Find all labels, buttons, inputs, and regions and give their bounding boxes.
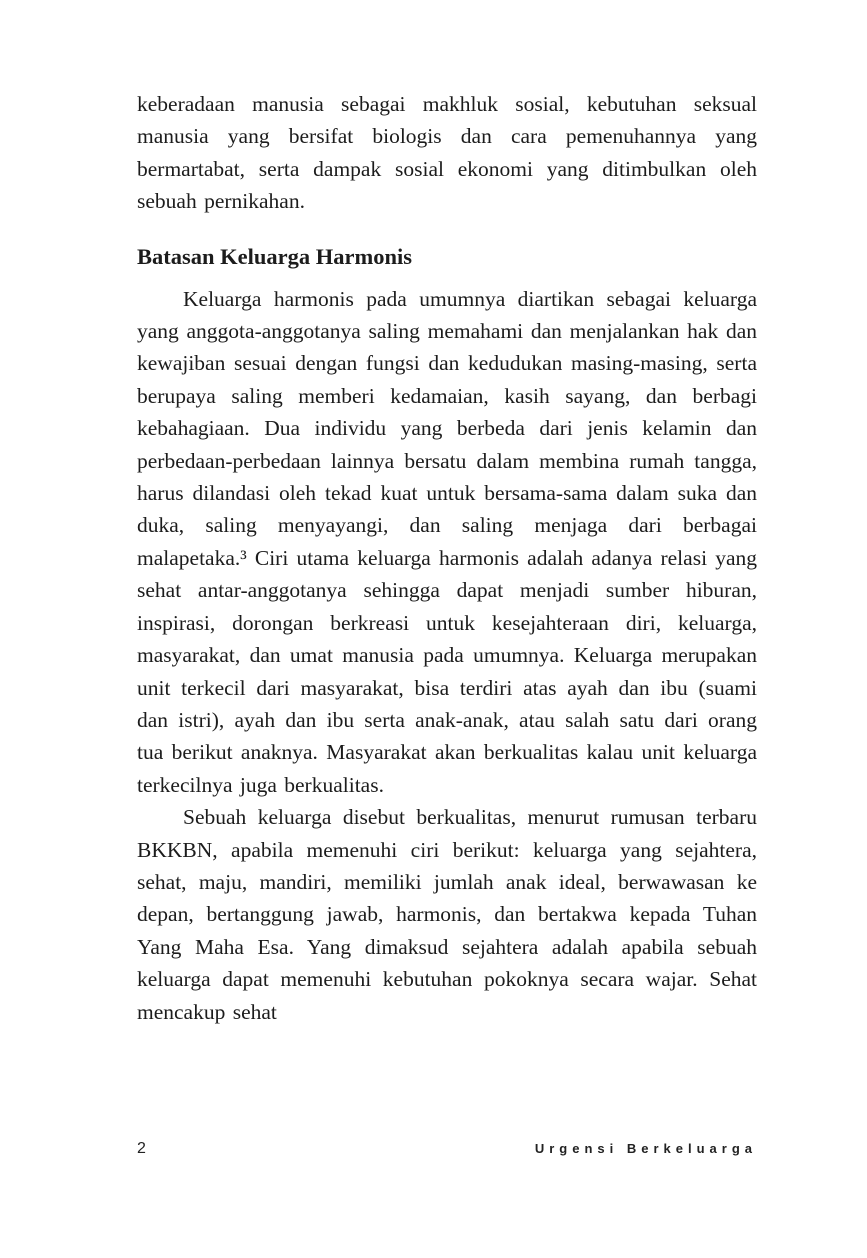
paragraph-keluarga-berkualitas: Sebuah keluarga disebut berkualitas, menurut rumusan terbaru BKKBN, apabila memenuhi ciri berikut: keluarga yang sejahtera, sehat, maju, mandiri, memiliki jumlah anak ideal, berwawasan ke depan, bertanggung jawab, harmonis, dan bertakwa kepada Tuhan Yang Maha Esa. Yang dimaksud sejahtera adalah apabila sebuah keluarga dapat memenuhi kebutuhan pokoknya secara wajar. Sehat mencakup sehat	[137, 805, 757, 1024]
paragraph-definition-keluarga-harmonis: Keluarga harmonis pada umumnya diartikan sebagai keluarga yang anggota-anggotanya saling memahami dan menjalankan hak dan kewajiban sesuai dengan fungsi dan kedudukan masing-masing, serta berupaya saling memberi kedamaian, kasih sayang, dan berbagi kebahagiaan. Dua individu yang berbeda dari jenis kelamin dan perbedaan-perbedaan lainnya bersatu dalam membina rumah tangga, harus dilandasi oleh tekad kuat untuk bersama-sama dalam suka dan duka, saling menyayangi, dan saling menjaga dari berbagai malapetaka.³ Ciri utama keluarga harmonis adalah adanya relasi yang sehat antar-anggotanya sehingga dapat menjadi sumber hiburan, inspirasi, dorongan berkreasi untuk kesejahteraan diri, keluarga, masyarakat, dan umat manusia pada umumnya. Keluarga merupakan unit terkecil dari masyarakat, bisa terdiri atas ayah dan ibu (suami dan istri), ayah dan ibu serta anak-anak, atau salah satu dari orang tua berikut anaknya. Masyarakat akan berkualitas kalau unit keluarga terkecilnya juga berkualitas.	[137, 286, 757, 797]
text-block	[137, 88, 757, 1028]
page-footer	[137, 1140, 757, 1158]
running-title: Urgensi Berkeluarga	[534, 1141, 757, 1156]
paragraph-continuation: keberadaan manusia sebagai makhluk sosial, kebutuhan seksual manusia yang bersifat biologis dan cara pemenuhannya yang bermartabat, serta dampak sosial ekonomi yang ditimbulkan oleh sebuah pernikahan.	[137, 92, 757, 214]
page-number: 2	[137, 1140, 146, 1157]
section-heading: Batasan Keluarga Harmonis	[137, 243, 413, 269]
